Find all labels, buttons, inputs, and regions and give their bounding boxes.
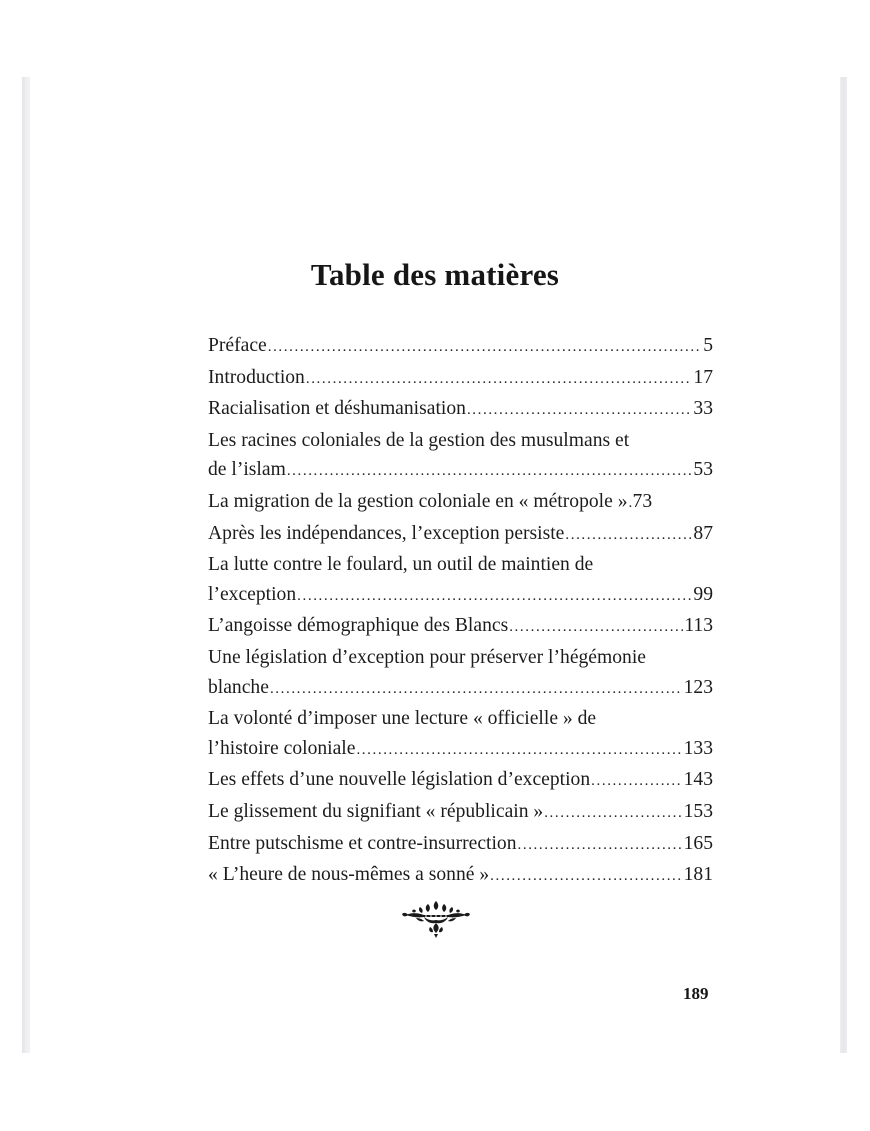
- toc-entry-title: l’histoire coloniale: [208, 737, 356, 759]
- dot-leader: [565, 521, 692, 551]
- toc-page-number: 181: [683, 864, 713, 886]
- toc-entry-title: Le glissement du signifiant « républicain »: [208, 800, 544, 822]
- toc-entry-title-line: La lutte contre le foulard, un outil de maintien de: [208, 554, 594, 576]
- toc-entry[interactable]: [208, 829, 713, 861]
- dot-leader: [297, 582, 692, 612]
- dot-leader: [591, 767, 682, 797]
- toc-entry[interactable]: [208, 331, 713, 363]
- dot-leader: [306, 365, 693, 395]
- toc-entry-title: La migration de la gestion coloniale en « métropole »: [208, 490, 628, 512]
- toc-page-number: 133: [683, 737, 713, 759]
- toc-page-number: 165: [683, 832, 713, 854]
- toc-entry-title: Entre putschisme et contre-insurrection: [208, 832, 517, 854]
- toc-entry[interactable]: [208, 426, 713, 487]
- toc-page-number: 17: [693, 366, 713, 388]
- left-page-edge: [22, 77, 30, 1053]
- toc-entry-title: Introduction: [208, 366, 305, 388]
- page-number: 189: [683, 984, 709, 1003]
- dot-leader: [629, 489, 632, 519]
- dot-leader: [467, 396, 692, 426]
- right-page-edge: [840, 77, 847, 1053]
- dot-leader: [509, 613, 683, 643]
- toc-entry-title-line: Une législation d’exception pour préserver l’hégémonie: [208, 646, 646, 668]
- toc-page-number: 5: [703, 335, 713, 356]
- toc-entry-title: Après les indépendances, l’exception persiste: [208, 522, 565, 544]
- toc-entry[interactable]: [208, 704, 713, 765]
- dot-leader: [490, 862, 682, 892]
- dot-leader: [268, 333, 702, 363]
- toc-entry-title: blanche: [208, 676, 269, 698]
- toc-entry[interactable]: [208, 860, 713, 892]
- toc-entry[interactable]: [208, 363, 713, 395]
- table-of-contents: [208, 331, 713, 892]
- floral-ornament-icon: [400, 897, 472, 939]
- toc-entry[interactable]: [208, 487, 713, 519]
- toc-page-number: 143: [683, 769, 713, 791]
- toc-entry-title: L’angoisse démographique des Blancs: [208, 615, 509, 637]
- toc-page-number: 73: [632, 490, 653, 512]
- toc-entry-title: « L’heure de nous-mêmes a sonné »: [208, 864, 490, 886]
- toc-page-number: 53: [693, 459, 713, 481]
- toc-entry-title-line: Les racines coloniales de la gestion des musulmans et: [208, 429, 630, 451]
- toc-entry-title: de l’islam: [208, 459, 286, 481]
- toc-page-number: 113: [684, 615, 713, 637]
- toc-entry-title: Les effets d’une nouvelle législation d’exception: [208, 769, 591, 791]
- dot-leader: [518, 831, 683, 861]
- dot-leader: [544, 799, 682, 829]
- page-title: Table des matières: [310, 256, 560, 292]
- dot-leader: [287, 457, 693, 487]
- dot-leader: [270, 675, 683, 705]
- toc-entry-title: Préface: [208, 335, 267, 356]
- dot-leader: [356, 736, 682, 766]
- toc-page-number: 153: [683, 800, 713, 822]
- toc-entry[interactable]: [208, 550, 713, 611]
- toc-entry-title-line: La volonté d’imposer une lecture « officielle » de: [208, 708, 597, 730]
- toc-page-number: 87: [693, 522, 713, 544]
- toc-entry[interactable]: [208, 797, 713, 829]
- toc-entry[interactable]: [208, 611, 713, 643]
- toc-page-number: 99: [693, 583, 713, 605]
- toc-page-number: 33: [693, 398, 713, 420]
- toc-entry[interactable]: [208, 394, 713, 426]
- toc-entry-title: l’exception: [208, 583, 297, 605]
- toc-entry[interactable]: [208, 519, 713, 551]
- toc-page-number: 123: [683, 676, 713, 698]
- toc-entry-title: Racialisation et déshumanisation: [208, 398, 466, 420]
- toc-entry[interactable]: [208, 643, 713, 704]
- toc-entry[interactable]: [208, 765, 713, 797]
